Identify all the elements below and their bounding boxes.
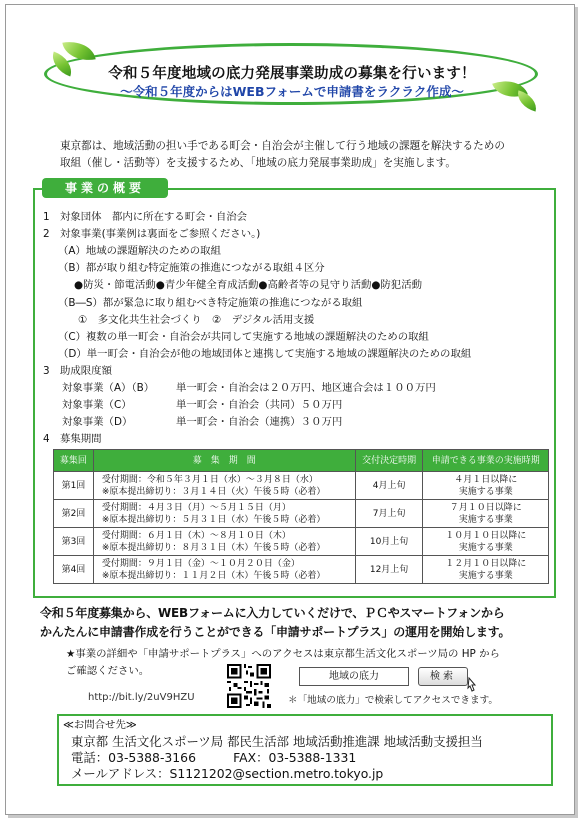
decision-cell: 10月上旬 [355,528,423,556]
limit-label: 対象事業（C） [62,399,132,411]
overview-item: （C）複数の単一町会・自治会が共同して実施する地域の課題解決のための取組 [58,331,429,343]
period-cell [93,528,355,556]
impl-text: ４月１日以降に [454,474,518,485]
table-header: 交付決定時期 [355,450,423,472]
table-row [54,556,549,584]
decision-cell: 12月上旬 [355,556,423,584]
overview-item: ① 多文化共生社会づくり ② デジタル活用支援 [78,314,315,326]
impl-text: １２月１０日以降に [445,558,527,569]
impl-text: １０月１０日以降に [445,530,527,541]
period-text: 受付期間：令和５年３月１日（水）～３月８日（水） [101,474,318,485]
page-title: 令和５年度地域の底力発展事業助成の募集を行います！ [108,66,476,82]
deadline-text: ※原本提出締切り：３月１４日（火）午後５時（必着） [101,486,326,497]
decision-cell: 4月上旬 [355,472,423,500]
page-subtitle: ～令和５年度からはWEBフォームで申請書をラクラク作成～ [120,84,464,99]
intro-text [60,138,530,172]
overview-item: （D）単一町会・自治会が他の地域団体と連携して実施する地域の課題解決のための取組 [58,348,472,360]
impl-text: 実施する事業 [458,542,513,553]
impl-cell [423,472,549,500]
search-hint: ＊「地域の底力」で検索してアクセスできます。 [288,695,499,706]
table-row [54,500,549,528]
period-text: 受付期間：６月１日（木）～８月１０日（木） [101,530,291,541]
overview-item: ●防災・節電活動●青少年健全育成活動●高齢者等の見守り活動●防犯活動 [74,279,422,291]
impl-cell [423,500,549,528]
impl-cell [423,528,549,556]
period-cell [93,472,355,500]
impl-text: ７月１０日以降に [449,502,522,513]
contact-org: 東京都 生活文化スポーツ局 都民生活部 地域活動推進課 地域活動支援担当 [71,734,483,749]
detail-url-link[interactable]: http://bit.ly/2uV9HZU [88,692,195,703]
table-header: 申請できる事業の実施時期 [423,450,549,472]
intro-line: 東京都は、地域活動の担い手である町会・自治会が主催して行う地域の課題を解決するための [60,140,505,152]
decision-cell: 7月上旬 [355,500,423,528]
round-cell: 第4回 [54,556,94,584]
deadline-text: ※原本提出締切り：８月３１日（木）午後５時（必着） [101,542,326,553]
overview-item: （B）都が取り組む特定施策の推進につながる取組４区分 [58,262,325,274]
round-cell: 第1回 [54,472,94,500]
table-row [54,528,549,556]
table-row [54,472,549,500]
overview-label: 事業の概要 [42,178,168,198]
period-text: 受付期間：９月１日（金）～１０月２０日（金） [101,558,300,569]
impl-text: 実施する事業 [458,514,513,525]
period-cell [93,556,355,584]
table-header: 募集回 [54,450,94,472]
overview-item: 1 対象団体 都内に所在する町会・自治会 [43,211,248,223]
search-input[interactable]: 地域の底力 [299,667,409,686]
limit-label: 対象事業（D） [62,416,133,428]
period-text: 受付期間：４月３日（月）～５月１５日（月） [101,502,291,513]
impl-text: 実施する事業 [458,570,513,581]
detail-line: ご確認ください。 [66,665,150,677]
intro-line: 取組（催し・活動等）を支援するため、「地域の底力発展事業助成」を実施します。 [60,157,456,169]
table-header-row [54,450,549,472]
overview-item: 2 対象事業(事業例は裏面をご参照ください。) [43,228,261,240]
detail-line: ★事業の詳細や「申請サポートプラス」へのアクセスは東京都生活文化スポーツ局の HP から [66,648,500,660]
period-cell [93,500,355,528]
round-cell: 第3回 [54,528,94,556]
limit-value: 単一町会・自治会（共同）５０万円 [176,399,343,411]
overview-item: （A）地域の課題解決のための取組 [58,245,221,257]
limit-value: 単一町会・自治会は２０万円、地区連合会は１００万円 [176,382,436,394]
contact-phone: 電話：03-5388-3166 FAX：03-5388-1331 [71,750,357,765]
contact-email[interactable]: メールアドレス：S1121202@section.metro.tokyo.jp [71,766,384,781]
impl-text: 実施する事業 [458,486,513,497]
limit-value: 単一町会・自治会（連携）３０万円 [176,416,343,428]
overview-item: （B―S）都が緊急に取り組むべき特定施策の推進につながる取組 [58,297,363,309]
recruitment-period-table [53,449,549,584]
deadline-text: ※原本提出締切り：５月３１日（水）午後５時（必着） [101,514,326,525]
notice-line: かんたんに申請書作成を行うことができる「申請サポートプラス」の運用を開始します。 [40,625,511,639]
qr-code-icon[interactable] [227,664,271,708]
notice-line: 令和５年度募集から、WEBフォームに入力していくだけで、ＰＣやスマートフォンから [40,606,505,620]
table-header: 募 集 期 間 [93,450,355,472]
contact-label: ≪お問合せ先≫ [60,716,140,731]
limit-label: 対象事業（A）（B） [62,382,155,394]
round-cell: 第2回 [54,500,94,528]
impl-cell [423,556,549,584]
deadline-text: ※原本提出締切り：１１月２日（木）午後５時（必着） [101,570,326,581]
overview-item: 4 募集期間 [43,433,102,445]
overview-item: 3 助成限度額 [43,365,112,377]
search-button[interactable]: 検索 [418,667,468,686]
